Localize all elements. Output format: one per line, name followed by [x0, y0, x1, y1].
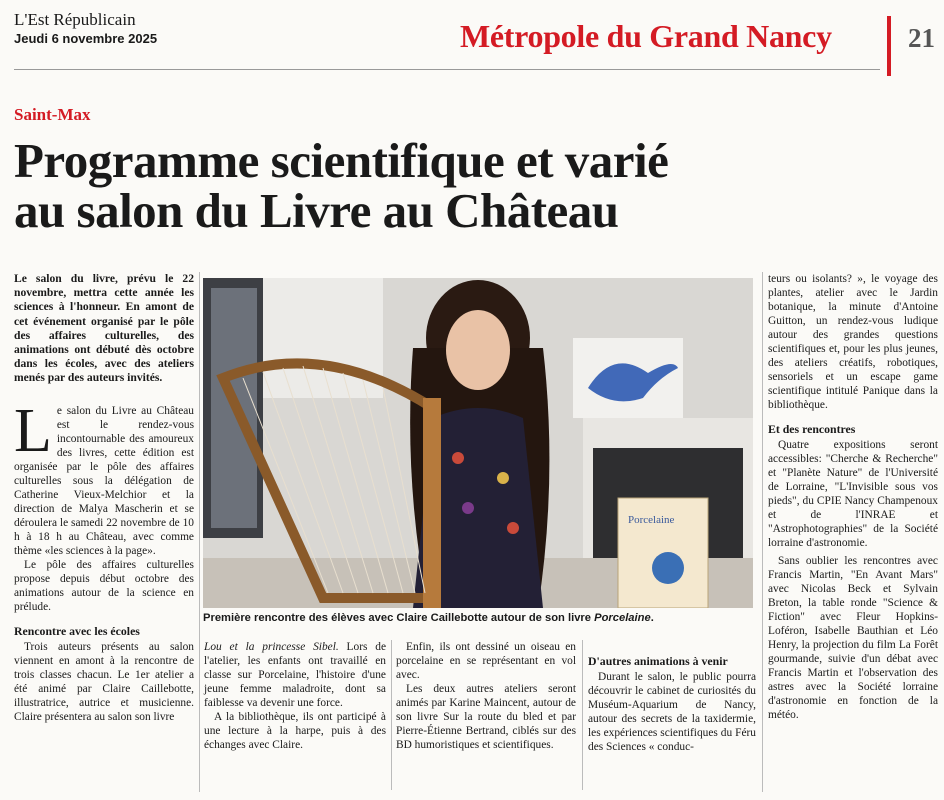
col4-paragraph-1: Enfin, ils ont dessiné un oiseau en porcelaine en se représentant en vol avec.: [396, 641, 576, 681]
book-cover-title: Porcelaine: [628, 514, 675, 526]
section-divider-bar: [887, 16, 891, 76]
column-rule: [199, 272, 200, 792]
headline-line-1: Programme scientifique et varié: [14, 133, 669, 188]
subhead-animations: D'autres animations à venir: [588, 654, 728, 668]
col6-paragraph-1: teurs ou isolants? », le voyage des plantes, atelier avec le Jardin botanique, la minute d'Antoine Guitton, un rendez-vous ludique autour des grandes questions scientifiques et, pour les plus jeunes, des ateliers créatifs, robotiques, sensoriels et un escape game scientifique intitulé Panique dans la bibliothèque.: [768, 273, 938, 411]
article-lead: Le salon du livre, prévu le 22 novembre, mettra cette année les sciences à l'honneur. En amont de cet événement organisé par le pôle des affaires culturelles, des animations ont débuté dès octobre dans les écoles, avec des ateliers menés par des auteurs invités.: [14, 272, 194, 385]
subhead-meetings: Et des rencontres: [768, 422, 856, 436]
drop-cap: L: [14, 396, 52, 465]
article-headline: [14, 133, 914, 238]
headline-line-2: au salon du Livre au Château: [14, 183, 619, 238]
column-rule: [582, 640, 583, 790]
issue-date: Jeudi 6 novembre 2025: [14, 31, 158, 46]
column-rule: [391, 640, 392, 790]
body-text-1: e salon du Livre au Château est le rendez-vous incontournable des amoureux des livres, cette édition est organisée par le pôle des affaires culturelles sous la délégation de Catherine Vieux-Melchior et la direction de Malya Mascherin et se déroulera le samedi 22 novembre de 10 h à 18 h au Château, avec comme thème «les sciences à la page».: [14, 404, 194, 557]
page-number: 21: [908, 23, 935, 53]
column-rule: [762, 272, 763, 792]
masthead-rule: [14, 69, 880, 70]
photo-caption: [203, 611, 763, 625]
col3-paragraph-1: [204, 640, 386, 710]
col6-paragraph-3: Sans oublier les rencontres avec Francis Martin, "En Avant Mars" avec Nicolas Beck et Sylvain Breton, la table ronde "Science & Fiction" avec Fleur Hopkins-Loféron, Isabelle Bauthian et Léo Henry, la projection du film La Forêt gourmande, suivie d'un débat avec Francis Martin et l'observation des astres avec la Société lorraine d'astronomie en fonction de la météo.: [768, 555, 938, 721]
col5-paragraph-1: Durant le salon, le public pourra découvrir le cabinet de curiosités du Muséum-Aquarium de Nancy, autour des secrets de la taxidermie, les expériences scientifiques du Féru des Sciences « conduc-: [588, 671, 756, 753]
article-column-3: [204, 640, 386, 752]
article-column-4: [396, 640, 576, 752]
body-paragraph-3: Trois auteurs présents au salon viennent en amont à la rencontre de trois classes chacun. Le 1er atelier a été animé par Claire Caillebotte, illustratrice, autrice et musicienne. Claire présentera au salon son livre: [14, 640, 194, 723]
subhead-schools: Rencontre avec les écoles: [14, 623, 140, 638]
article-kicker: Saint-Max: [14, 105, 91, 124]
body-paragraph-2: Le pôle des affaires culturelles propose depuis début octobre des animations autour de la science en prélude.: [14, 558, 194, 613]
article-photo: [203, 278, 753, 608]
caption-end: .: [650, 612, 654, 624]
section-title: Métropole du Grand Nancy: [460, 18, 832, 54]
newspaper-name: L'Est Républicain: [14, 10, 136, 29]
caption-book-title: Porcelaine: [594, 612, 651, 624]
masthead: [14, 10, 157, 46]
col4-paragraph-2: Les deux autres ateliers seront animés par Karine Maincent, autour de son livre Sur la route du bled et par Pierre-Étienne Bertrand, ciblés sur des BD humoristiques et scientifiques.: [396, 683, 576, 751]
col3-text-1: Lors de l'atelier, les enfants ont travaillé en classe sur Porcelaine, l'histoire d'une jeune femme maladroite, dont sa faiblesse va devenir une force.: [204, 641, 387, 709]
article-column-1: [14, 272, 194, 724]
article-column-6: [768, 272, 938, 722]
body-paragraph: [14, 396, 194, 558]
col3-italic-title: Lou et la princesse Sibel.: [204, 641, 339, 653]
article-column-5: [588, 640, 756, 754]
caption-text: Première rencontre des élèves avec Claire Caillebotte autour de son livre: [203, 612, 595, 624]
col3-paragraph-2: A la bibliothèque, ils ont participé à une lecture à la harpe, puis à des échanges avec Claire.: [204, 711, 386, 751]
photo-illustration: [203, 278, 753, 608]
col6-paragraph-2: Quatre expositions seront accessibles: "Cherche & Recherche" et "Planète Nature" de l'Université de Lorraine, "L'Invisible sous vos pieds", du CPIE Nancy Champenoux et de l'INRAE et "Astrophotographies" de la Société lorraine d'astronomie.: [768, 439, 938, 549]
